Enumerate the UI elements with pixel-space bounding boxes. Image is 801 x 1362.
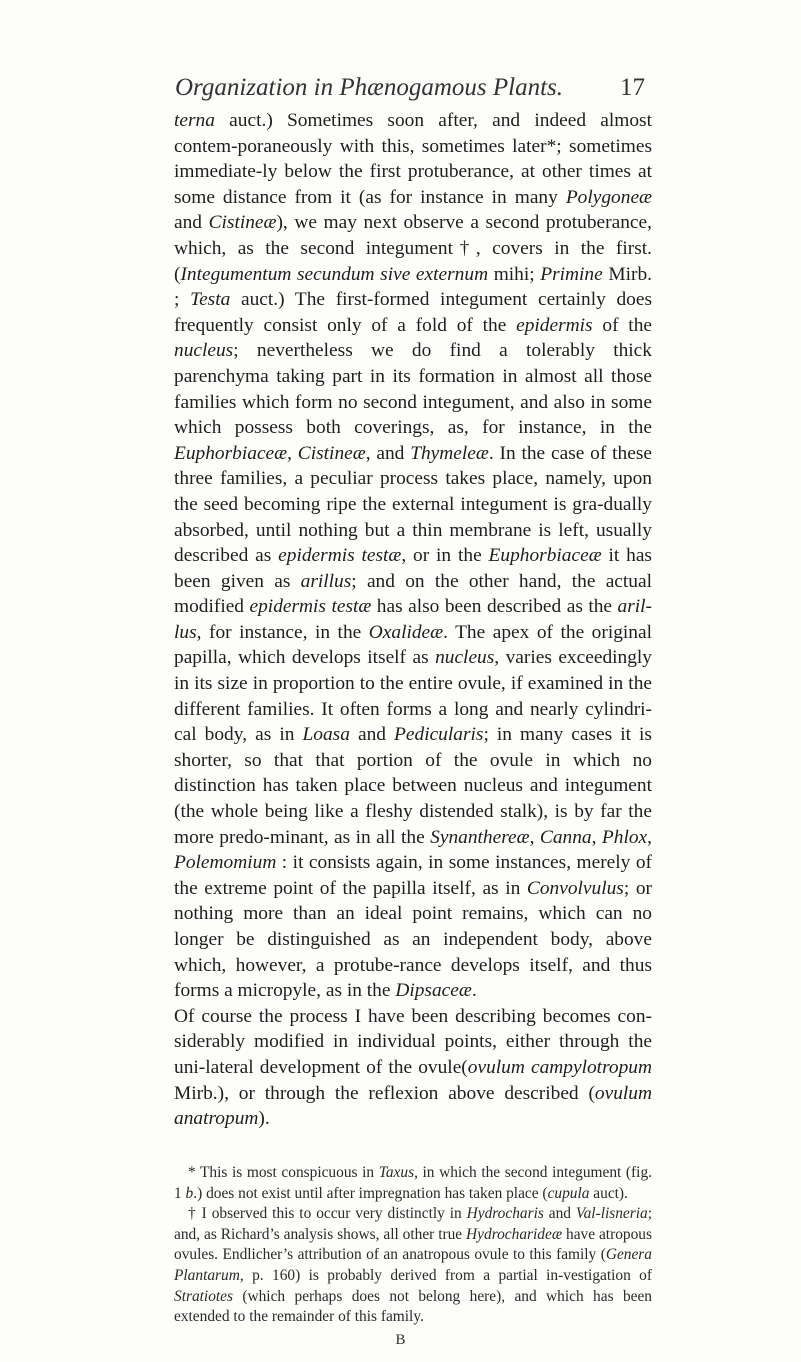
signature-mark: B — [395, 1332, 406, 1348]
paragraph: Of course the process I have been describing becomes con-siderably modified in individual points, either through the uni-lateral development of the ovule(ovulum campylotropum Mirb.), or through the reflexion above described (ovulum anatropum). — [174, 1005, 652, 1130]
main-text — [174, 108, 652, 1132]
paragraph: terna auct.) Sometimes soon after, and indeed almost contem-poraneously with this, sometimes later*; sometimes immediate-ly below the first protuberance, at other times at some distance from it (as for instance in many Polygoneæ and Cistineæ), we may next observe a second protuberance, which, as the second integument†, covers in the first. (Integumentum secundum sive externum mihi; Primine Mirb. ; Testa auct.) The first-formed integument certainly does frequently consist only of a fold of the epidermis of the nucleus; nevertheless we do find a tolerably thick parenchyma taking part in its formation in almost all those families which form no second integument, and also in some which possess both coverings, as, for instance, in the Euphorbiaceæ, Cistineæ, and Thymeleæ. In the case of these three families, a peculiar process takes place, namely, upon the seed becoming ripe the external integument is gra-dually absorbed, until nothing but a thin membrane is left, usually described as epidermis testæ, or in the Euphorbiaceæ it has been given as arillus; and on the other hand, the actual modified epidermis testæ has also been described as the aril-lus, for instance, in the Oxalideæ. The apex of the original papilla, which develops itself as nucleus, varies exceedingly in its size in proportion to the entire ovule, if examined in the different families. It often forms a long and nearly cylindri-cal body, as in Loasa and Pedicularis; in many cases it is shorter, so that that portion of the ovule in which no distinction has taken place between nucleus and integument (the whole being like a fleshy distended stalk), is by far the more predo-minant, as in all the Synanthereæ, Canna, Phlox, Polemomium : it consists again, in some instances, merely of the extreme point of the papilla itself, as in Convolvulus; or nothing more than an ideal point remains, which can no longer be distinguished as an independent body, above which, however, a protube-rance develops itself, and thus forms a micropyle, as in the Dipsaceæ. — [174, 110, 653, 1002]
footnote: * This is most conspicuous in Taxus, in which the second integument (fig. 1 b.) does not exist until after impregnation has taken place (cupula auct). — [174, 1164, 653, 1202]
footnotes — [174, 1163, 652, 1328]
running-head — [175, 74, 645, 110]
footnote: † I observed this to occur very distinctly in Hydrocharis and Val-lisneria; and, as Richard’s analysis shows, all other true Hydrocharideæ have atropous ovules. Endlicher’s attribution of an anatropous ovule to this family (Genera Plantarum, p. 160) is probably derived from a partial in-vestigation of Stratiotes (which perhaps does not belong here), and which has been extended to the remainder of this family. — [174, 1205, 653, 1326]
running-head-title: Organization in Phænogamous Plants. — [175, 74, 563, 101]
page-number: 17 — [620, 74, 645, 101]
